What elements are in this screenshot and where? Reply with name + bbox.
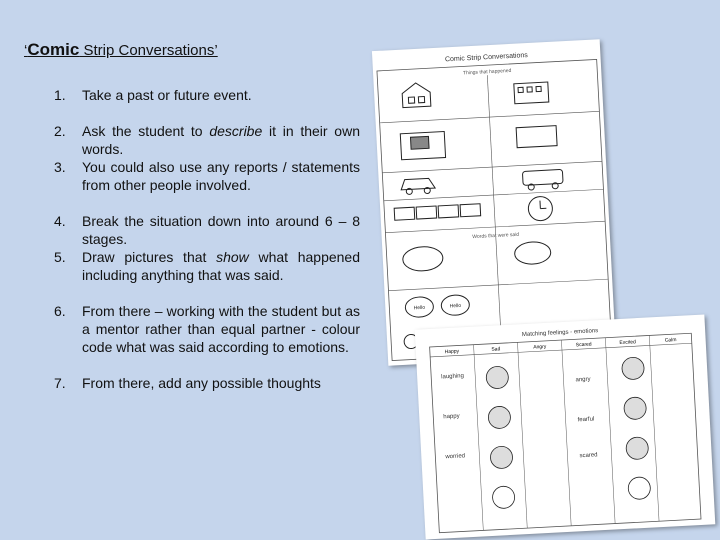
feeling-label: fearful	[577, 416, 595, 424]
feeling-label: angry	[575, 376, 591, 384]
list-item	[54, 248, 360, 284]
column-header: Sad	[491, 346, 501, 353]
worksheet-feelings-image	[415, 315, 716, 540]
house-icon	[402, 82, 431, 107]
title-rest: Strip Conversations’	[79, 42, 218, 59]
column-header: Happy	[444, 348, 460, 356]
bubble-word-2: Hello	[449, 302, 462, 310]
list-number: 2.	[54, 123, 66, 139]
worksheet-storyboard-image	[372, 39, 616, 366]
list-text: Break the situation down into around 6 – 8 stages.	[82, 213, 360, 247]
list-item	[54, 158, 360, 194]
column-header: Calm	[664, 337, 677, 344]
board-icon	[516, 126, 557, 148]
list-text: Take a past or future event.	[82, 87, 252, 103]
list-number: 5.	[54, 249, 66, 265]
feeling-label: happy	[443, 413, 460, 421]
list-number: 7.	[54, 375, 66, 391]
list-text: Ask the student to describe it in their own words.	[82, 123, 360, 157]
column-header: Angry	[533, 343, 547, 351]
list-number: 6.	[54, 303, 66, 319]
list-text: Draw pictures that show what happened including anything that was said.	[82, 249, 361, 283]
title-comic: Comic	[27, 40, 80, 59]
list-number: 4.	[54, 213, 66, 229]
list-item	[54, 302, 360, 356]
feeling-label: scared	[579, 452, 598, 460]
list-text: You could also use any reports / statements from other people involved.	[82, 159, 360, 193]
list-item	[54, 86, 360, 104]
feeling-label: laughing	[441, 373, 465, 381]
list-text: From there, add any possible thoughts	[82, 375, 321, 391]
caption-words: Words that were said	[472, 231, 520, 241]
train-icon	[394, 204, 481, 220]
column-header: Scared	[575, 341, 592, 349]
building-icon	[514, 82, 549, 104]
bus-icon	[522, 169, 563, 190]
title-quote: ‘	[24, 42, 28, 59]
list-item	[54, 212, 360, 248]
list-item	[54, 374, 360, 392]
feelings-header: Matching feelings - emotions	[521, 328, 599, 339]
list-number: 3.	[54, 159, 66, 175]
clock-icon	[528, 196, 553, 221]
list-item	[54, 122, 360, 158]
classroom-icon	[400, 132, 445, 160]
worksheet-sub-label: Things that happened	[462, 67, 512, 77]
empty-circle-icon	[492, 477, 651, 509]
list-number: 1.	[54, 87, 66, 103]
steps-list	[54, 86, 360, 392]
worksheet-header: Comic Strip Conversations	[444, 52, 528, 64]
car-icon	[401, 178, 436, 195]
bubble-word-1: Hello	[413, 304, 426, 312]
column-header: Excited	[619, 339, 637, 347]
feeling-label: worried	[445, 453, 466, 461]
slide-title	[24, 40, 218, 60]
list-text: From there – working with the student but as a mentor rather than equal partner - colour code what was said according to emotions.	[82, 303, 360, 355]
